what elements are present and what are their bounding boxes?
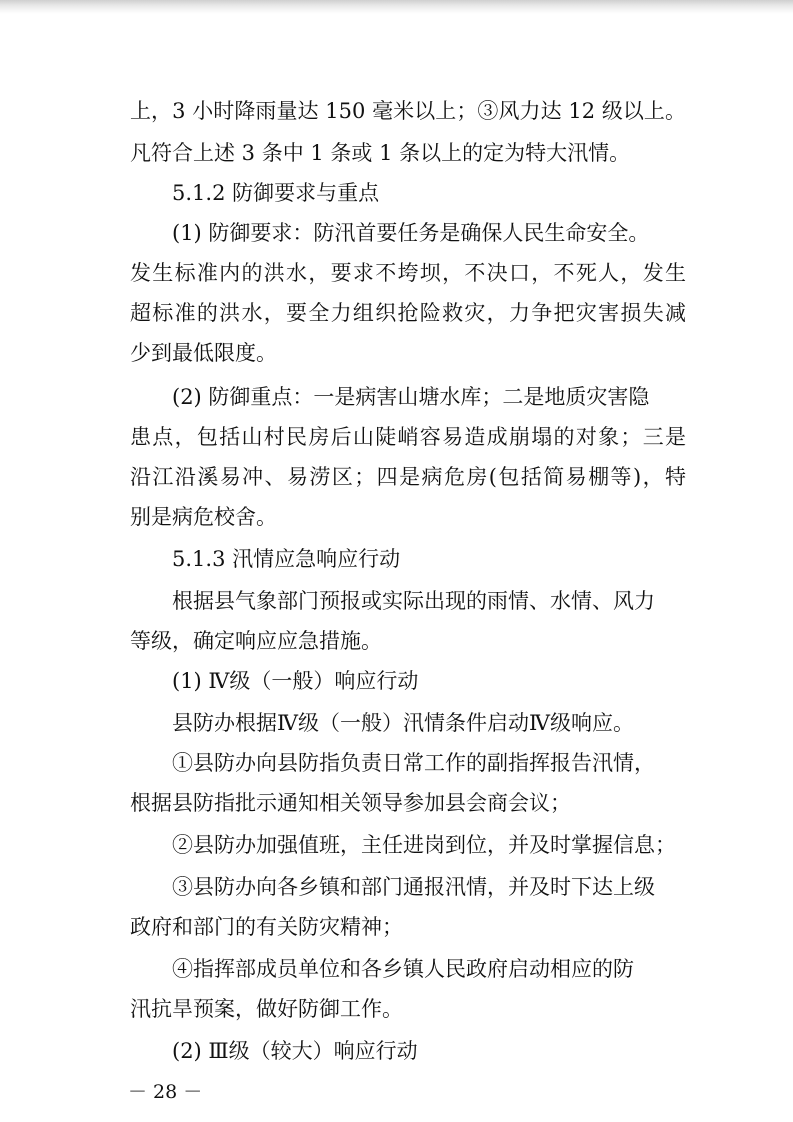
- text-line: 凡符合上述 3 条中 1 条或 1 条以上的定为特大汛情。: [130, 141, 631, 165]
- page-number: － 28 －: [128, 1081, 203, 1103]
- text-line: 发生标准内的洪水，要求不垮坝，不决口，不死人，发生: [130, 261, 686, 285]
- subsection-heading: (1) Ⅳ级（一般）响应行动: [172, 669, 419, 693]
- text-line: 等级，确定响应应急措施。: [130, 629, 382, 653]
- text-line: 超标准的洪水，要全力组织抢险救灾，力争把灾害损失减: [130, 301, 686, 325]
- list-item: ③县防办向各乡镇和部门通报汛情，并及时下达上级: [172, 875, 655, 899]
- text-line: 根据县气象部门预报或实际出现的雨情、水情、风力: [172, 589, 655, 613]
- text-line: 别是病危校舍。: [130, 505, 277, 529]
- text-line: 政府和部门的有关防灾精神；: [130, 915, 403, 939]
- text-line: 患点，包括山村民房后山陡峭容易造成崩塌的对象；三是: [130, 425, 686, 449]
- text-line: 县防办根据Ⅳ级（一般）汛情条件启动Ⅳ级响应。: [172, 711, 634, 735]
- text-line: 少到最低限度。: [130, 341, 277, 365]
- section-heading: 5.1.2 防御要求与重点: [172, 181, 380, 205]
- subsection-heading: (2) Ⅲ级（较大）响应行动: [172, 1039, 418, 1063]
- text-line: (1) 防御要求：防汛首要任务是确保人民生命安全。: [172, 221, 650, 245]
- text-line: 根据县防指批示通知相关领导参加县会商会议；: [130, 791, 571, 815]
- list-item: ④指挥部成员单位和各乡镇人民政府启动相应的防: [172, 957, 634, 981]
- text-line: 汛抗旱预案，做好防御工作。: [130, 997, 403, 1021]
- list-item: ①县防办向县防指负责日常工作的副指挥报告汛情，: [172, 751, 655, 775]
- text-line: 沿江沿溪易冲、易涝区；四是病危房(包括简易棚等)，特: [130, 465, 686, 489]
- text-line: 上，3 小时降雨量达 150 毫米以上；③风力达 12 级以上。: [130, 99, 686, 123]
- list-item: ②县防办加强值班，主任进岗到位，并及时掌握信息；: [172, 833, 676, 857]
- section-heading: 5.1.3 汛情应急响应行动: [172, 547, 401, 571]
- scan-edge: [0, 0, 793, 14]
- text-line: (2) 防御重点：一是病害山塘水库；二是地质灾害隐: [172, 385, 650, 409]
